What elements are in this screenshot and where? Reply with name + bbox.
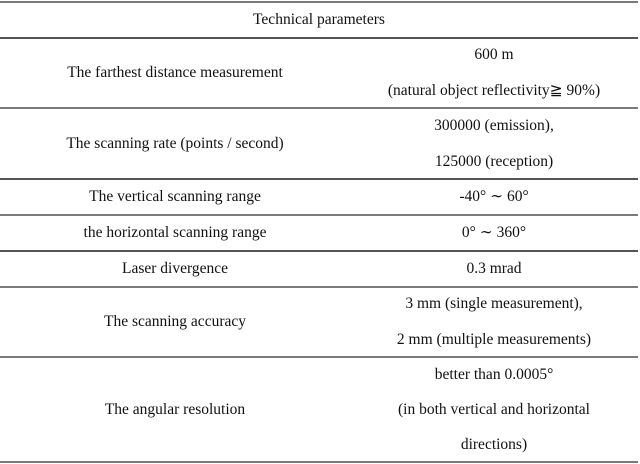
value-line: 2 mm (multiple measurements) [396, 331, 592, 348]
table-header-row [0, 3, 638, 37]
table-row [0, 180, 638, 214]
parameter-label: The scanning rate (points / second) [66, 134, 284, 152]
parameter-cell [0, 358, 350, 461]
value-line: 3 mm (single measurement), [405, 295, 583, 312]
table-row [0, 216, 638, 250]
table-bottom-border [0, 461, 638, 463]
table-title: Technical parameters [253, 11, 385, 28]
value-line: 125000 (reception) [434, 152, 554, 170]
parameter-label: the horizontal scanning range [83, 224, 267, 241]
value-line: directions) [460, 436, 528, 453]
value-line: better than 0.0005° [434, 366, 554, 383]
table-row [0, 39, 638, 107]
parameter-cell [0, 109, 350, 178]
value-cell [350, 216, 638, 250]
parameter-label: The scanning accuracy [103, 313, 246, 330]
value-line: (in both vertical and horizontal [398, 401, 590, 418]
value-line: 0° ∼ 360° [461, 224, 527, 241]
value-cell [350, 39, 638, 107]
parameter-cell [0, 39, 350, 107]
parameter-label: The farthest distance measurement [67, 64, 283, 81]
value-line: 0.3 mrad [466, 260, 522, 277]
value-line: 600 m [474, 46, 514, 63]
value-cell [350, 288, 638, 356]
value-cell [350, 180, 638, 214]
parameter-cell [0, 216, 350, 250]
value-cell [350, 252, 638, 286]
parameter-label: The angular resolution [104, 400, 246, 418]
value-line: (natural object reflectivity≧ 90%) [387, 82, 601, 99]
parameter-cell [0, 180, 350, 214]
parameter-label: The vertical scanning range [89, 188, 261, 205]
value-cell [350, 358, 638, 461]
parameter-cell [0, 252, 350, 286]
parameter-cell [0, 288, 350, 356]
value-line: 300000 (emission), [434, 116, 554, 134]
table-row [0, 252, 638, 286]
table-row [0, 288, 638, 356]
value-line: -40° ∼ 60° [459, 188, 529, 205]
value-cell [350, 109, 638, 178]
parameter-label: Laser divergence [121, 260, 228, 277]
table-row [0, 109, 638, 178]
table-row [0, 358, 638, 461]
